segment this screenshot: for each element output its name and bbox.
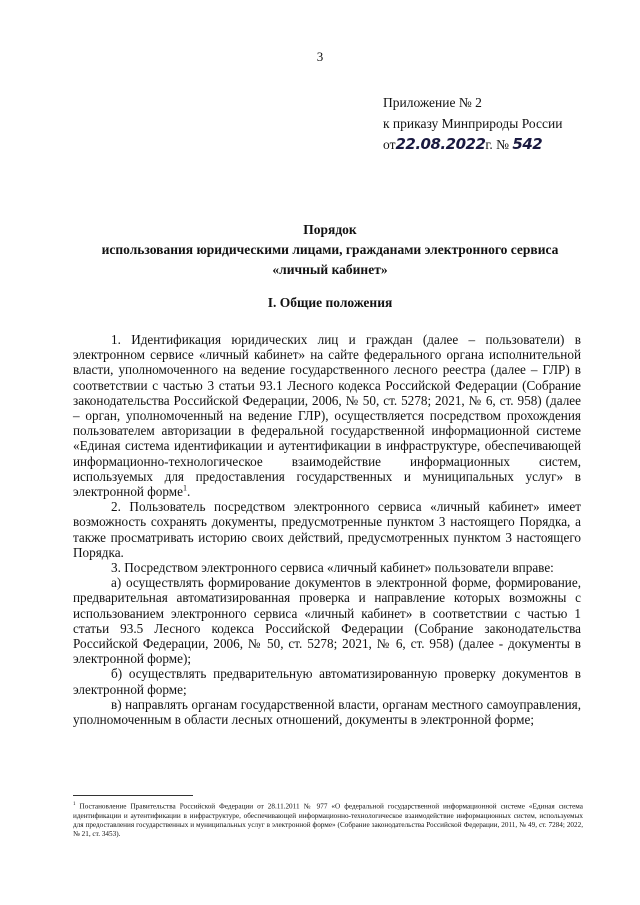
handwritten-date: 22.08.2022 (395, 135, 486, 153)
footnote-number: 1 (73, 802, 76, 807)
appendix-date-number-line (383, 134, 562, 155)
paragraph-2: 2. Пользователь посредством электронного сервиса «личный кабинет» имеет возможность сохранять документы, предусмотренные пунктом 3 настоящего Порядка, а также просматривать историю своих действий, предусмотренных пунктом 3 настоящего Порядка. (73, 499, 581, 560)
paragraph-1: 1. Идентификация юридических лиц и граждан (далее – пользователи) в электронном сервисе «личный кабинет» на сайте федерального органа исполнительной власти, уполномоченного на ведение государственного лесного реестра (далее – ГЛР) в соответствии с частью 3 статьи 93.1 Лесного кодекса Российской Федерации (Собрание законодательства Российской Федерации, 2006, № 50, ст. 5278; 2021, № 6, ст. 958) (далее – орган, уполномоченный на ведение ГЛР), осуществляется посредством прохождения пользователем авторизации в федеральной государственной информационной системе «Единая система идентификации и аутентификации в инфраструктуре, обеспечивающей информационно-технологическое взаимодействие информационных систем, используемых для предоставления государственных и муниципальных услуг» в электронной форме$^1$. (73, 332, 581, 500)
page-number: 3 (316, 49, 324, 64)
footnote-reference: 1 (183, 483, 187, 493)
section-heading: I. Общие положения (267, 295, 393, 310)
document-subtitle-line1: использования юридическими лицами, гражданами электронного сервиса (101, 242, 559, 257)
document-title: Порядок (303, 222, 357, 237)
paragraph-3: 3. Посредством электронного сервиса «личный кабинет» пользователи вправе: (111, 560, 554, 576)
paragraph-3c: в) направлять органам государственной власти, органам местного самоуправления, уполномоченным в области лесных отношений, документы в электронной форме; (73, 696, 581, 728)
date-prefix: от (383, 137, 396, 152)
footnote-text: Постановление Правительства Российской Федерации от 28.11.2011 № 977 «О федеральной государственной информационной системе «Единая система идентификации и аутентификации в инфраструктуре, обеспечивающей информационно-технологическое взаимодействие информационных систем, используемых для предоставления государственных и муниципальных услуг в электронной форме» (Собрание законодательства Российской Федерации, 2011, № 49, ст. 7284; 2022, № 21, ст. 3453). (73, 802, 583, 838)
paragraph-3b: б) осуществлять предварительную автоматизированную проверку документов в электронной форме; (73, 666, 581, 697)
number-prefix: г. № (485, 137, 510, 152)
appendix-header (383, 92, 562, 155)
paragraph-3a: а) осуществлять формирование документов в электронной форме, формирование, предварительная автоматизированная проверка и направление которых возможны с использованием электронного сервиса «личный кабинет» в соответствии с частью 1 статьи 93.5 Лесного кодекса Российской Федерации (Собрание законодательства Российской Федерации, 2006, № 50, ст. 5278; 2021, № 6, ст. 958) (далее - документы в электронной форме); (73, 575, 581, 667)
appendix-order-reference: к приказу Минприроды России (383, 116, 563, 131)
handwritten-number: 542 (512, 135, 543, 153)
footnote-divider (73, 795, 193, 796)
document-subtitle-line2: «личный кабинет» (272, 262, 388, 277)
appendix-title: Приложение № 2 (383, 95, 482, 110)
document-body (73, 332, 581, 727)
footnote (73, 800, 583, 839)
